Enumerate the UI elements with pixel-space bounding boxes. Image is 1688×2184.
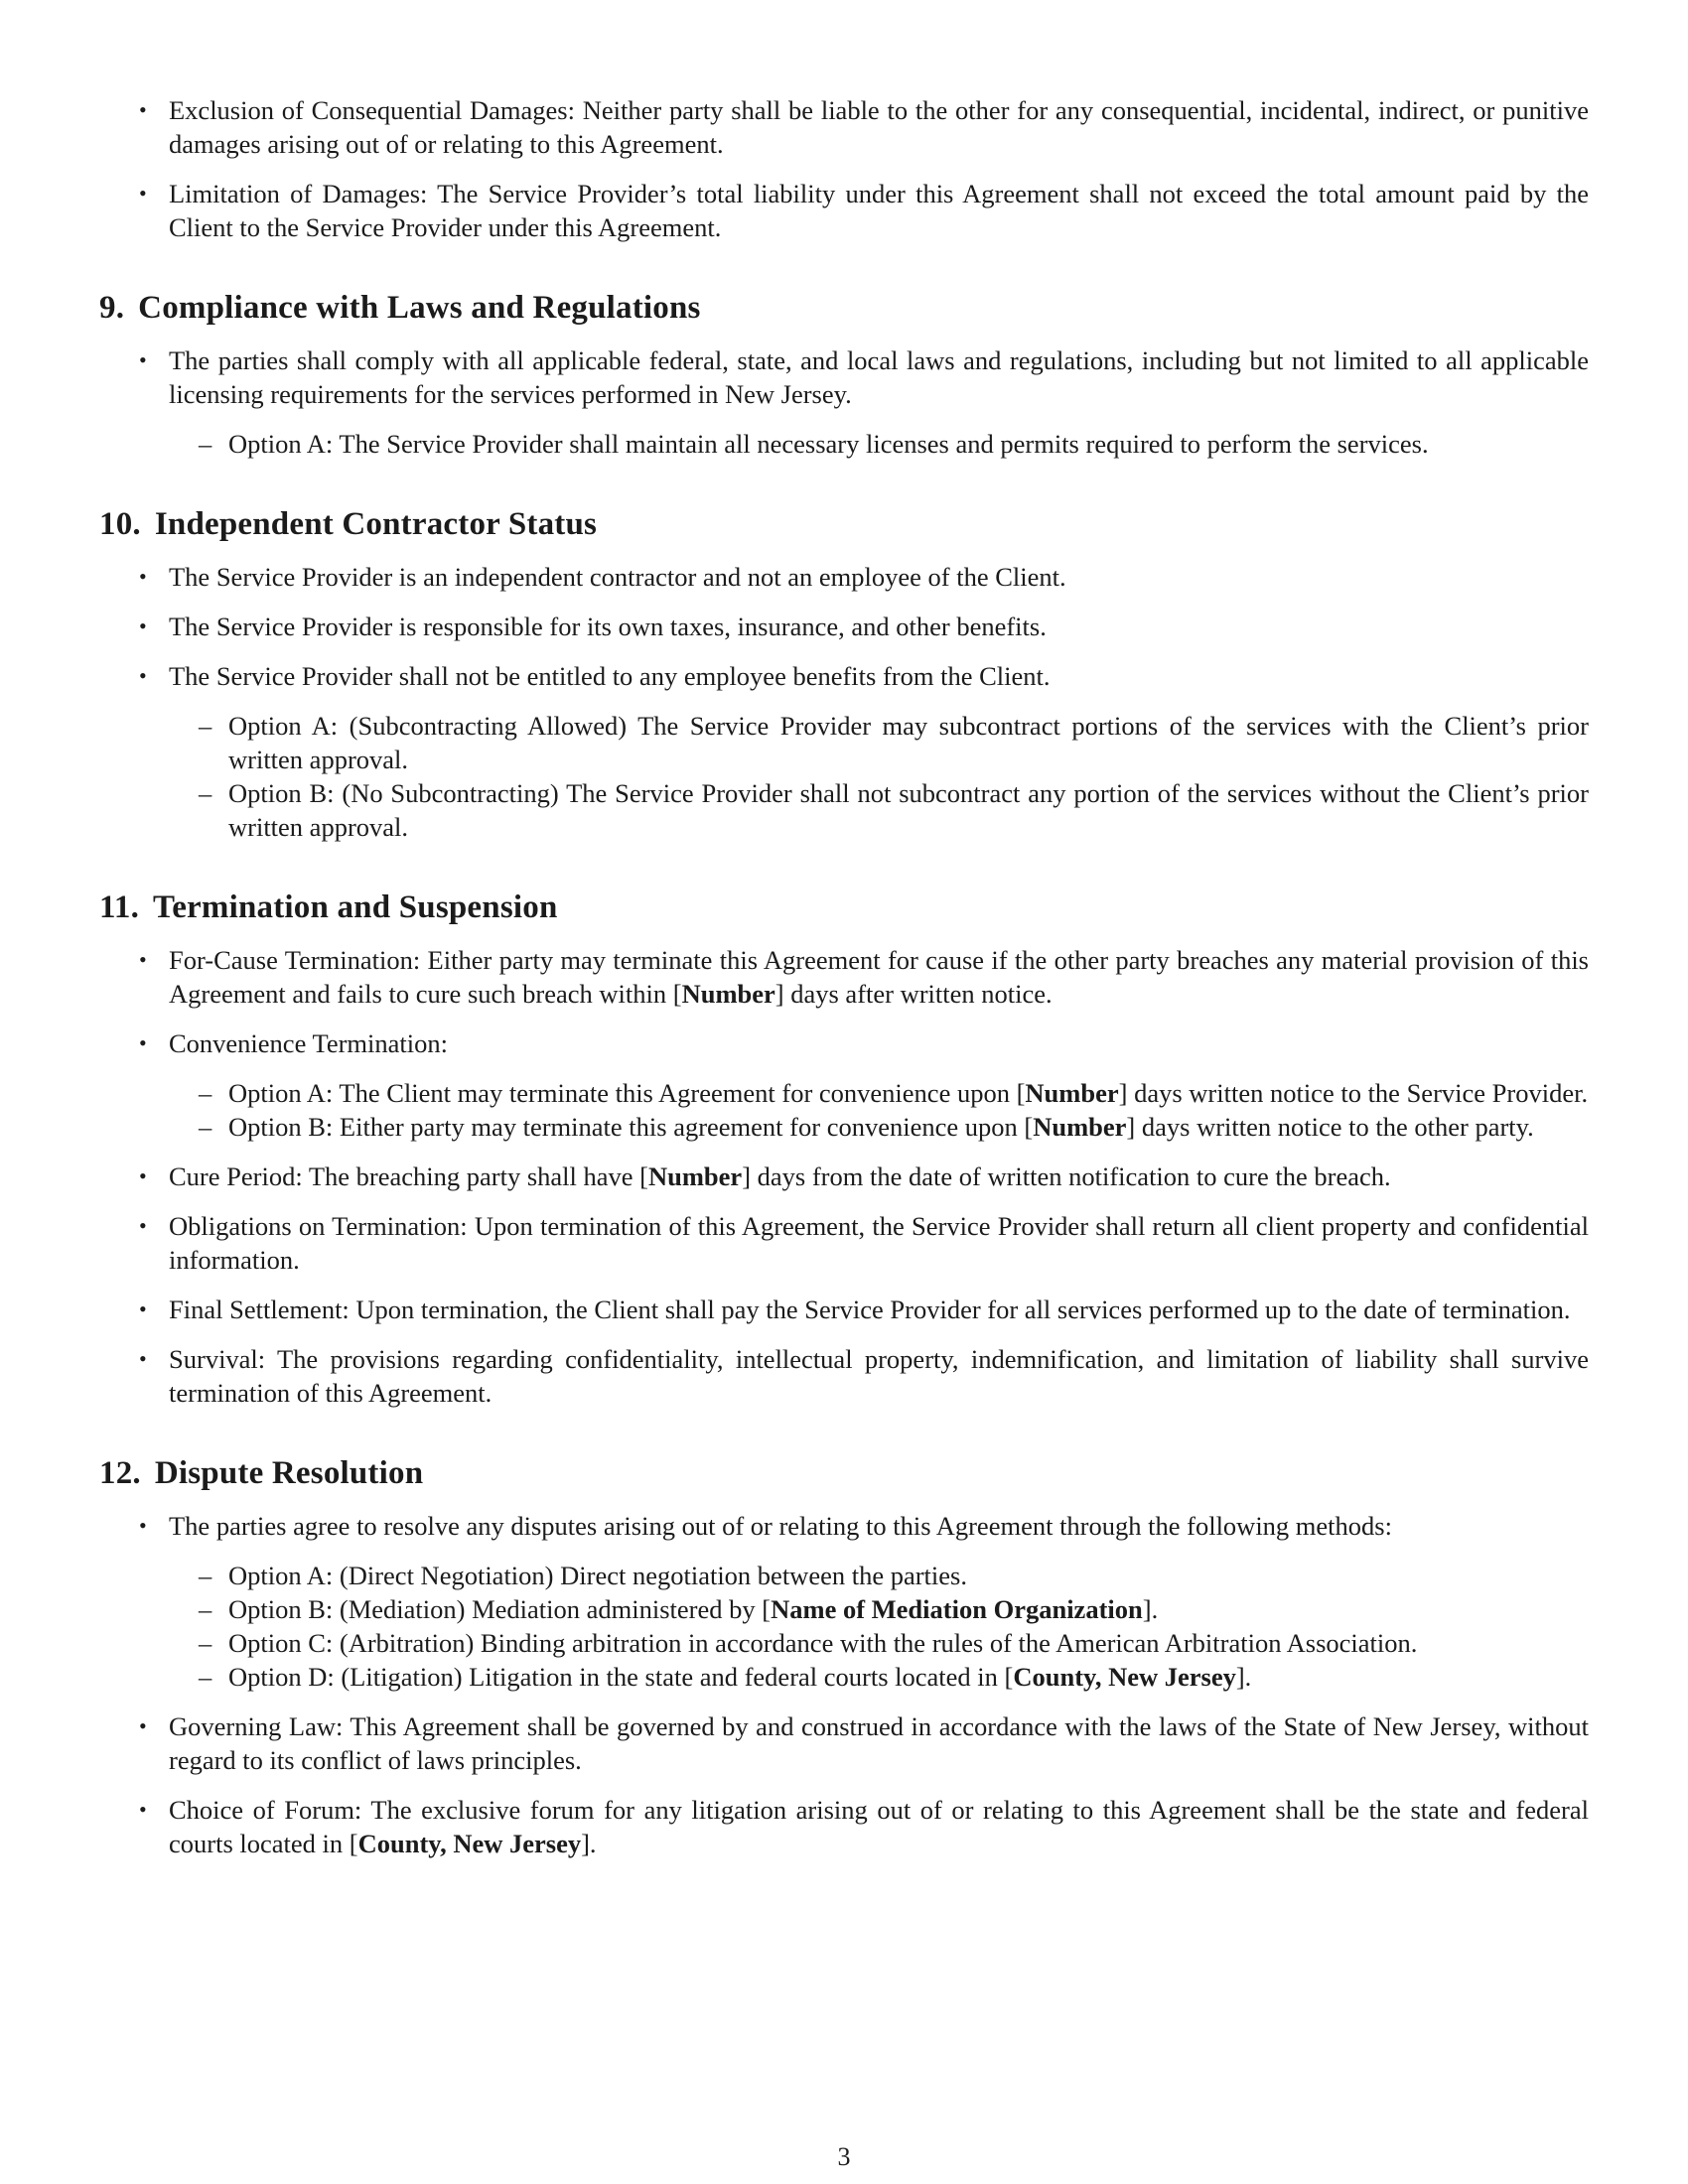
section-list bbox=[99, 943, 1589, 1410]
placeholder-field: County, New Jersey bbox=[357, 1829, 582, 1858]
option-list bbox=[169, 1076, 1589, 1144]
bullet: • bbox=[139, 1797, 147, 1822]
item-text: The Service Provider is an independent contractor and not an employee of the Client. bbox=[169, 562, 1066, 592]
item-text: The parties shall comply with all applicable federal, state, and local laws and regulations, including but not limited to all applicable licensing requirements for the services performed in New Jersey. bbox=[169, 345, 1589, 409]
item-text: For-Cause Termination: Either party may terminate this Agreement for cause if the other party breaches any material provision of this Agreement and fails to cure such breach within [ bbox=[169, 945, 1589, 1009]
section-heading bbox=[99, 887, 1589, 927]
section-list bbox=[99, 560, 1589, 844]
option-text: Option B: Either party may terminate this agreement for convenience upon [ bbox=[228, 1112, 1034, 1142]
bullet: • bbox=[139, 564, 147, 589]
item-text: The Service Provider shall not be entitled to any employee benefits from the Client. bbox=[169, 661, 1051, 691]
document-content bbox=[99, 93, 1589, 1876]
placeholder-field: Name of Mediation Organization bbox=[771, 1594, 1143, 1624]
option-text: Option A: The Service Provider shall maintain all necessary licenses and permits required to perform the services. bbox=[228, 429, 1429, 459]
bullet: • bbox=[139, 1030, 147, 1055]
bullet: • bbox=[139, 1297, 147, 1321]
option-list bbox=[169, 1559, 1589, 1694]
section-11 bbox=[99, 887, 1589, 1410]
dash: – bbox=[199, 1628, 212, 1658]
option-text: Option C: (Arbitration) Binding arbitration in accordance with the rules of the American Arbitration Association. bbox=[228, 1628, 1418, 1658]
option-text: Option A: (Subcontracting Allowed) The Service Provider may subcontract portions of the services with the Client’s prior written approval. bbox=[228, 711, 1589, 774]
option-text: ]. bbox=[1142, 1594, 1159, 1624]
dash: – bbox=[199, 778, 212, 808]
dash: – bbox=[199, 1594, 212, 1624]
option-item bbox=[169, 709, 1589, 776]
placeholder-field: Number bbox=[1033, 1112, 1127, 1142]
list-item bbox=[99, 343, 1589, 461]
option-item bbox=[169, 1110, 1589, 1144]
bullet: • bbox=[139, 947, 147, 972]
option-item bbox=[169, 1660, 1589, 1694]
option-text: ] days written notice to the other party. bbox=[1126, 1112, 1534, 1142]
list-item bbox=[99, 1293, 1589, 1326]
item-text: Convenience Termination: bbox=[169, 1028, 448, 1058]
bullet: • bbox=[139, 181, 147, 205]
list-item bbox=[99, 659, 1589, 844]
item-text: Governing Law: This Agreement shall be governed by and construed in accordance with the laws of the State of New Jersey, without regard to its conflict of laws principles. bbox=[169, 1711, 1589, 1775]
bullet: • bbox=[139, 663, 147, 688]
bullet: • bbox=[139, 1513, 147, 1538]
list-item bbox=[99, 1160, 1589, 1193]
dash: – bbox=[199, 1112, 212, 1142]
section-12 bbox=[99, 1453, 1589, 1860]
list-item bbox=[99, 610, 1589, 643]
bullet: • bbox=[139, 614, 147, 638]
section-9 bbox=[99, 288, 1589, 461]
option-item bbox=[169, 427, 1589, 461]
option-text: ]. bbox=[1235, 1662, 1252, 1692]
list-item bbox=[99, 1709, 1589, 1777]
item-text: Exclusion of Consequential Damages: Neither party shall be liable to the other for any consequential, incidental, indirect, or punitive damages arising out of or relating to this Agreement. bbox=[169, 95, 1589, 159]
item-text: The Service Provider is responsible for its own taxes, insurance, and other benefits. bbox=[169, 612, 1047, 641]
option-text: ] days written notice to the Service Provider. bbox=[1118, 1078, 1589, 1108]
section-10 bbox=[99, 504, 1589, 844]
bullet: • bbox=[139, 1163, 147, 1188]
item-text: Obligations on Termination: Upon termination of this Agreement, the Service Provider shall return all client property and confidential information. bbox=[169, 1211, 1589, 1275]
option-text: Option D: (Litigation) Litigation in the state and federal courts located in [ bbox=[228, 1662, 1014, 1692]
list-item bbox=[99, 1793, 1589, 1860]
option-text: Option A: The Client may terminate this Agreement for convenience upon [ bbox=[228, 1078, 1026, 1108]
item-text: ]. bbox=[581, 1829, 597, 1858]
item-text: Cure Period: The breaching party shall have [ bbox=[169, 1161, 648, 1191]
placeholder-field: Number bbox=[1025, 1078, 1119, 1108]
placeholder-field: Number bbox=[681, 979, 775, 1009]
section-number: 12. bbox=[99, 1455, 141, 1491]
section-heading bbox=[99, 1453, 1589, 1493]
item-text: The parties agree to resolve any disputes arising out of or relating to this Agreement through the following methods: bbox=[169, 1511, 1392, 1541]
option-item bbox=[169, 1559, 1589, 1592]
bullet: • bbox=[139, 1346, 147, 1371]
section-list bbox=[99, 1509, 1589, 1860]
bullet: • bbox=[139, 347, 147, 372]
bullet: • bbox=[139, 1213, 147, 1238]
option-list bbox=[169, 709, 1589, 844]
dash: – bbox=[199, 429, 212, 459]
page-number: 3 bbox=[837, 2142, 851, 2171]
list-item bbox=[99, 943, 1589, 1011]
section-number: 11. bbox=[99, 889, 140, 925]
dash: – bbox=[199, 1561, 212, 1590]
dash: – bbox=[199, 1662, 212, 1692]
option-text: Option B: (No Subcontracting) The Service Provider shall not subcontract any portion of the services without the Client’s prior written approval. bbox=[228, 778, 1589, 842]
list-item bbox=[99, 1026, 1589, 1144]
section-title: Dispute Resolution bbox=[154, 1455, 424, 1491]
list-item bbox=[99, 177, 1589, 244]
option-item bbox=[169, 1076, 1589, 1110]
option-item bbox=[169, 1592, 1589, 1626]
list-item bbox=[99, 1209, 1589, 1277]
section-heading bbox=[99, 504, 1589, 544]
liability-list bbox=[99, 93, 1589, 244]
option-item bbox=[169, 776, 1589, 844]
list-item bbox=[99, 93, 1589, 161]
section-number: 10. bbox=[99, 506, 141, 542]
section-title: Compliance with Laws and Regulations bbox=[138, 290, 701, 326]
option-item bbox=[169, 1626, 1589, 1660]
section-title: Independent Contractor Status bbox=[154, 506, 598, 542]
bullet: • bbox=[139, 1713, 147, 1738]
list-item bbox=[99, 560, 1589, 594]
item-text: Survival: The provisions regarding confidentiality, intellectual property, indemnification, and limitation of liability shall survive termination of this Agreement. bbox=[169, 1344, 1589, 1408]
option-text: Option A: (Direct Negotiation) Direct negotiation between the parties. bbox=[228, 1561, 967, 1590]
item-text: Limitation of Damages: The Service Provider’s total liability under this Agreement shall not exceed the total amount paid by the Client to the Service Provider under this Agreement. bbox=[169, 179, 1589, 242]
item-text: ] days after written notice. bbox=[774, 979, 1053, 1009]
placeholder-field: County, New Jersey bbox=[1013, 1662, 1236, 1692]
bullet: • bbox=[139, 97, 147, 122]
section-list bbox=[99, 343, 1589, 461]
placeholder-field: Number bbox=[647, 1161, 743, 1191]
option-text: Option B: (Mediation) Mediation administered by [ bbox=[228, 1594, 772, 1624]
item-text: ] days from the date of written notification to cure the breach. bbox=[742, 1161, 1391, 1191]
section-title: Termination and Suspension bbox=[153, 889, 558, 925]
list-item bbox=[99, 1342, 1589, 1410]
item-text: Final Settlement: Upon termination, the Client shall pay the Service Provider for all services performed up to the date of termination. bbox=[169, 1295, 1571, 1324]
dash: – bbox=[199, 711, 212, 741]
dash: – bbox=[199, 1078, 212, 1108]
option-list bbox=[169, 427, 1589, 461]
section-heading bbox=[99, 288, 1589, 328]
list-item bbox=[99, 1509, 1589, 1694]
section-number: 9. bbox=[99, 290, 125, 326]
item-text: Choice of Forum: The exclusive forum for any litigation arising out of or relating to this Agreement shall be the state and federal courts located in [ bbox=[169, 1795, 1589, 1858]
